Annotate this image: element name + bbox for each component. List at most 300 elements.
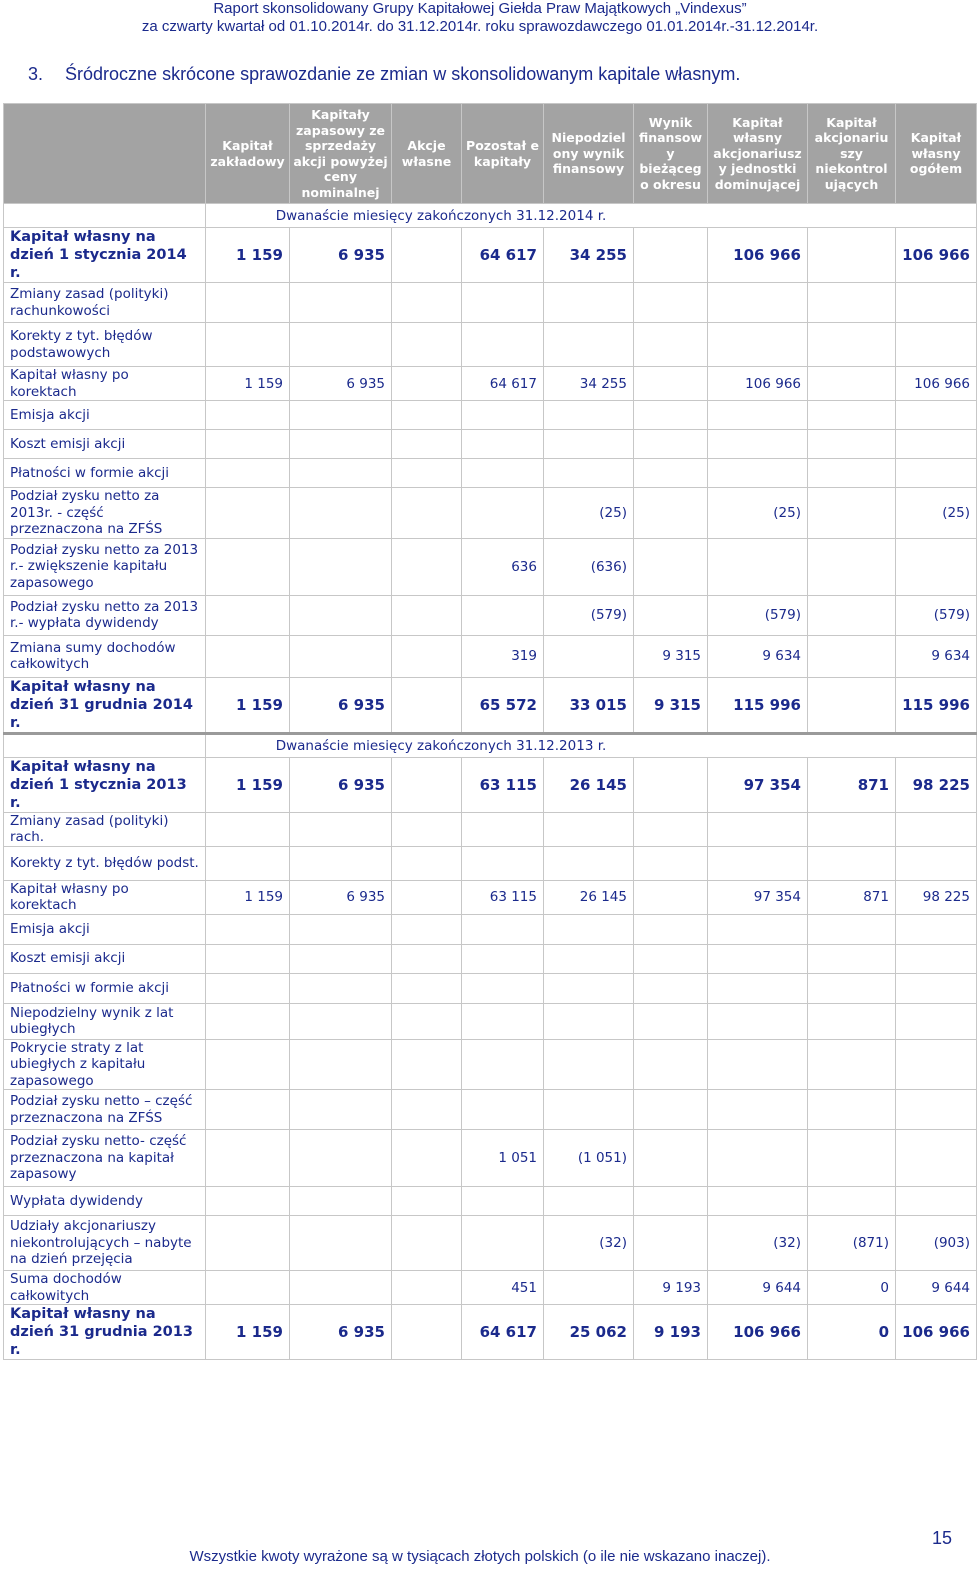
cell-value: 64 617 <box>462 228 544 283</box>
section-title <box>28 64 740 85</box>
cell-value <box>634 488 708 539</box>
table-row <box>4 595 977 635</box>
cell-value: (32) <box>708 1216 808 1271</box>
col-header: Kapitały zapasowy ze sprzedaży akcji powyżej ceny nominalnej <box>290 104 392 204</box>
cell-value <box>206 1271 290 1305</box>
table-row <box>4 914 977 944</box>
cell-value: 1 159 <box>206 757 290 812</box>
row-label: Zmiany zasad (polityki) rachunkowości <box>4 283 206 323</box>
cell-value <box>392 538 462 595</box>
cell-value <box>708 846 808 880</box>
cell-value <box>808 846 896 880</box>
cell-value: 97 354 <box>708 757 808 812</box>
cell-value <box>544 1039 634 1090</box>
cell-value <box>462 846 544 880</box>
cell-value: 9 315 <box>634 635 708 677</box>
report-header <box>0 0 960 36</box>
cell-value: 34 255 <box>544 367 634 401</box>
row-label: Zmiana sumy dochodów całkowitych <box>4 635 206 677</box>
col-header: Akcje własne <box>392 104 462 204</box>
period-label-2014: Dwanaście miesięcy zakończonych 31.12.2014 r. <box>275 207 607 224</box>
cell-value <box>462 973 544 1003</box>
cell-value <box>708 1039 808 1090</box>
row-label: Kapitał własny na dzień 31 grudnia 2014 r. <box>4 677 206 733</box>
cell-value <box>544 1271 634 1305</box>
cell-value <box>462 401 544 430</box>
cell-value <box>290 595 392 635</box>
row-label: Korekty z tyt. błędów podst. <box>4 846 206 880</box>
cell-value <box>462 283 544 323</box>
cell-value <box>896 401 977 430</box>
cell-value <box>896 1003 977 1039</box>
cell-value <box>290 635 392 677</box>
period-2014-body <box>4 204 977 734</box>
row-label: Wypłata dywidendy <box>4 1187 206 1216</box>
cell-value <box>290 1130 392 1187</box>
cell-value <box>290 914 392 944</box>
cell-value <box>896 323 977 367</box>
cell-value: 6 935 <box>290 1305 392 1360</box>
cell-value <box>392 1090 462 1130</box>
cell-value <box>634 1130 708 1187</box>
cell-value <box>896 944 977 973</box>
row-label: Kapitał własny po korektach <box>4 880 206 914</box>
table-row <box>4 538 977 595</box>
cell-value <box>708 401 808 430</box>
cell-value <box>392 367 462 401</box>
cell-value <box>708 323 808 367</box>
cell-value <box>392 1305 462 1360</box>
cell-value: (636) <box>544 538 634 595</box>
period-row-2013 <box>4 733 977 757</box>
table-row <box>4 757 977 812</box>
cell-value <box>634 880 708 914</box>
cell-value: 1 159 <box>206 367 290 401</box>
cell-value: 1 051 <box>462 1130 544 1187</box>
cell-value <box>290 459 392 488</box>
cell-value: 64 617 <box>462 1305 544 1360</box>
cell-value: 871 <box>808 757 896 812</box>
table-row <box>4 944 977 973</box>
cell-value <box>896 283 977 323</box>
report-header-line1: Raport skonsolidowany Grupy Kapitałowej Giełda Praw Majątkowych „Vindexus” <box>213 0 747 17</box>
cell-value <box>634 812 708 846</box>
cell-value: 871 <box>808 880 896 914</box>
cell-value: 9 644 <box>708 1271 808 1305</box>
cell-value <box>634 595 708 635</box>
cell-value <box>392 914 462 944</box>
cell-value <box>634 944 708 973</box>
table-row <box>4 228 977 283</box>
cell-value: 6 935 <box>290 880 392 914</box>
cell-value <box>392 1130 462 1187</box>
table-row <box>4 1130 977 1187</box>
cell-value <box>462 1003 544 1039</box>
cell-value <box>544 846 634 880</box>
cell-value <box>896 973 977 1003</box>
period-row-2014 <box>4 204 977 228</box>
cell-value: 6 935 <box>290 367 392 401</box>
cell-value <box>290 973 392 1003</box>
table-row <box>4 283 977 323</box>
col-header: Pozostał e kapitały <box>462 104 544 204</box>
cell-value <box>708 1090 808 1130</box>
cell-value <box>708 914 808 944</box>
cell-value: 1 159 <box>206 228 290 283</box>
cell-value <box>808 812 896 846</box>
cell-value: 6 935 <box>290 228 392 283</box>
cell-value: (579) <box>544 595 634 635</box>
cell-value <box>206 846 290 880</box>
cell-value <box>392 1271 462 1305</box>
table-row <box>4 1305 977 1360</box>
cell-value <box>206 635 290 677</box>
cell-value: 65 572 <box>462 677 544 733</box>
equity-changes-table <box>3 103 977 1360</box>
cell-value <box>896 1039 977 1090</box>
row-label: Podział zysku netto- część przeznaczona na kapitał zapasowy <box>4 1130 206 1187</box>
cell-value <box>808 1003 896 1039</box>
cell-value <box>392 1187 462 1216</box>
row-label: Kapitał własny na dzień 1 stycznia 2013 r. <box>4 757 206 812</box>
cell-value <box>634 1039 708 1090</box>
cell-value: 98 225 <box>896 757 977 812</box>
cell-value <box>290 488 392 539</box>
cell-value: (579) <box>896 595 977 635</box>
cell-value <box>808 323 896 367</box>
cell-value <box>634 538 708 595</box>
cell-value <box>290 283 392 323</box>
col-header: Kapitał akcjonariu szy niekontrol ujących <box>808 104 896 204</box>
cell-value: 6 935 <box>290 757 392 812</box>
cell-value: 0 <box>808 1305 896 1360</box>
period-label <box>206 733 977 757</box>
cell-value <box>206 812 290 846</box>
row-label: Podział zysku netto – część przeznaczona na ZFŚS <box>4 1090 206 1130</box>
col-header: Niepodziel ony wynik finansowy <box>544 104 634 204</box>
cell-value <box>634 846 708 880</box>
row-label: Koszt emisji akcji <box>4 430 206 459</box>
cell-value <box>206 595 290 635</box>
col-header: Kapitał własny akcjonariusz y jednostki dominującej <box>708 104 808 204</box>
footer-note: Wszystkie kwoty wyrażone są w tysiącach złotych polskich (o ile nie wskazano inaczej). <box>189 1548 771 1565</box>
period-2013-body <box>4 733 977 1360</box>
cell-value <box>896 914 977 944</box>
cell-value <box>392 459 462 488</box>
cell-value <box>808 538 896 595</box>
cell-value: 6 935 <box>290 677 392 733</box>
cell-value: 106 966 <box>896 1305 977 1360</box>
cell-value <box>206 914 290 944</box>
cell-value <box>634 430 708 459</box>
cell-value <box>206 488 290 539</box>
cell-value <box>634 283 708 323</box>
cell-value <box>290 1090 392 1130</box>
table-row <box>4 880 977 914</box>
cell-value: 319 <box>462 635 544 677</box>
cell-value <box>290 812 392 846</box>
cell-value <box>462 595 544 635</box>
table-row <box>4 846 977 880</box>
cell-value <box>392 944 462 973</box>
cell-value <box>206 1003 290 1039</box>
cell-value <box>634 1090 708 1130</box>
cell-value: 9 634 <box>896 635 977 677</box>
cell-value <box>808 973 896 1003</box>
table-row <box>4 1003 977 1039</box>
cell-value: 106 966 <box>896 367 977 401</box>
cell-value <box>544 1090 634 1130</box>
cell-value: (579) <box>708 595 808 635</box>
cell-value <box>896 812 977 846</box>
cell-value: 63 115 <box>462 757 544 812</box>
cell-value: 9 644 <box>896 1271 977 1305</box>
cell-value <box>708 430 808 459</box>
cell-value <box>634 228 708 283</box>
cell-value <box>290 430 392 459</box>
cell-value: 9 193 <box>634 1305 708 1360</box>
cell-value: 106 966 <box>708 1305 808 1360</box>
period-label <box>206 204 977 228</box>
table-row <box>4 1090 977 1130</box>
cell-value <box>708 1130 808 1187</box>
cell-value <box>206 1187 290 1216</box>
cell-value: 115 996 <box>896 677 977 733</box>
page-number: 15 <box>931 1528 952 1548</box>
cell-value <box>896 1187 977 1216</box>
cell-value: 1 159 <box>206 880 290 914</box>
cell-value <box>290 1039 392 1090</box>
cell-value <box>808 430 896 459</box>
cell-value <box>544 812 634 846</box>
cell-value: 97 354 <box>708 880 808 914</box>
cell-value <box>708 973 808 1003</box>
row-label: Podział zysku netto za 2013r. - część przeznaczona na ZFŚS <box>4 488 206 539</box>
row-label: Suma dochodów całkowitych <box>4 1271 206 1305</box>
cell-value <box>634 459 708 488</box>
cell-value: 64 617 <box>462 367 544 401</box>
row-label: Pokrycie straty z lat ubiegłych z kapitału zapasowego <box>4 1039 206 1090</box>
cell-value <box>544 1003 634 1039</box>
cell-value <box>462 944 544 973</box>
cell-value <box>896 1130 977 1187</box>
cell-value <box>206 1130 290 1187</box>
cell-value <box>708 459 808 488</box>
cell-value <box>544 635 634 677</box>
row-label: Płatności w formie akcji <box>4 459 206 488</box>
cell-value <box>462 1187 544 1216</box>
cell-value <box>392 677 462 733</box>
header-corner <box>4 104 206 204</box>
cell-value: 34 255 <box>544 228 634 283</box>
table-row <box>4 812 977 846</box>
cell-value <box>544 1187 634 1216</box>
cell-value <box>808 401 896 430</box>
cell-value <box>808 677 896 733</box>
cell-value <box>708 944 808 973</box>
cell-value <box>392 1216 462 1271</box>
cell-value <box>462 914 544 944</box>
cell-value <box>206 1216 290 1271</box>
cell-value <box>634 1216 708 1271</box>
cell-value: (32) <box>544 1216 634 1271</box>
table-row <box>4 401 977 430</box>
cell-value <box>290 846 392 880</box>
cell-value <box>634 1003 708 1039</box>
cell-value <box>392 812 462 846</box>
cell-value: 1 159 <box>206 1305 290 1360</box>
table-row <box>4 1187 977 1216</box>
cell-value <box>392 973 462 1003</box>
cell-value: 451 <box>462 1271 544 1305</box>
row-label: Podział zysku netto za 2013 r.- zwiększenie kapitału zapasowego <box>4 538 206 595</box>
cell-value <box>206 323 290 367</box>
cell-value <box>896 1090 977 1130</box>
row-label: Niepodzielny wynik z lat ubiegłych <box>4 1003 206 1039</box>
row-label: Płatności w formie akcji <box>4 973 206 1003</box>
cell-value <box>808 1130 896 1187</box>
cell-value <box>708 283 808 323</box>
cell-value <box>808 459 896 488</box>
cell-value <box>808 488 896 539</box>
cell-value <box>206 1039 290 1090</box>
cell-value: (903) <box>896 1216 977 1271</box>
cell-value <box>634 323 708 367</box>
row-label: Podział zysku netto za 2013 r.- wypłata dywidendy <box>4 595 206 635</box>
report-header-line2: za czwarty kwartał od 01.10.2014r. do 31.12.2014r. roku sprawozdawczego 01.01.2014r.-31.12.2014r. <box>141 18 819 35</box>
cell-value <box>392 846 462 880</box>
cell-value: 106 966 <box>896 228 977 283</box>
cell-value: 636 <box>462 538 544 595</box>
cell-value <box>544 973 634 1003</box>
table-row <box>4 973 977 1003</box>
cell-value: 106 966 <box>708 228 808 283</box>
cell-value <box>206 973 290 1003</box>
row-label: Kapitał własny na dzień 1 stycznia 2014 r. <box>4 228 206 283</box>
table-row <box>4 677 977 733</box>
cell-value <box>634 757 708 812</box>
col-header: Kapitał własny ogółem <box>896 104 977 204</box>
cell-value <box>206 944 290 973</box>
cell-value <box>808 228 896 283</box>
table-row <box>4 1039 977 1090</box>
cell-value <box>544 914 634 944</box>
cell-value <box>290 1271 392 1305</box>
cell-value <box>392 595 462 635</box>
cell-value: 1 159 <box>206 677 290 733</box>
cell-value <box>206 459 290 488</box>
cell-value: 9 193 <box>634 1271 708 1305</box>
cell-value <box>206 401 290 430</box>
cell-value: 25 062 <box>544 1305 634 1360</box>
cell-value <box>544 459 634 488</box>
cell-value <box>392 323 462 367</box>
cell-value <box>290 1003 392 1039</box>
cell-value <box>634 367 708 401</box>
cell-value <box>634 914 708 944</box>
cell-value <box>392 401 462 430</box>
row-label: Kapitał własny po korektach <box>4 367 206 401</box>
cell-value: 106 966 <box>708 367 808 401</box>
cell-value <box>392 880 462 914</box>
cell-value <box>392 1039 462 1090</box>
cell-value <box>896 538 977 595</box>
cell-value <box>544 323 634 367</box>
row-label: Korekty z tyt. błędów podstawowych <box>4 323 206 367</box>
cell-value <box>392 1003 462 1039</box>
cell-value <box>462 1039 544 1090</box>
cell-value <box>708 538 808 595</box>
cell-value <box>808 635 896 677</box>
cell-value <box>462 812 544 846</box>
cell-value <box>896 846 977 880</box>
column-header-row <box>4 104 977 204</box>
cell-value <box>634 401 708 430</box>
cell-value <box>392 488 462 539</box>
cell-value <box>392 228 462 283</box>
table-row <box>4 1271 977 1305</box>
cell-value <box>290 944 392 973</box>
cell-value <box>206 538 290 595</box>
cell-value <box>462 1216 544 1271</box>
cell-value <box>544 944 634 973</box>
cell-value <box>290 1187 392 1216</box>
cell-value: 0 <box>808 1271 896 1305</box>
cell-value <box>206 283 290 323</box>
cell-value: (25) <box>544 488 634 539</box>
cell-value <box>808 283 896 323</box>
table-row <box>4 459 977 488</box>
cell-value <box>808 1039 896 1090</box>
col-header: Kapitał zakładowy <box>206 104 290 204</box>
col-header: Wynik finansow y bieżąceg o okresu <box>634 104 708 204</box>
cell-value: (1 051) <box>544 1130 634 1187</box>
table-row <box>4 430 977 459</box>
cell-value <box>808 944 896 973</box>
cell-value <box>808 595 896 635</box>
cell-value <box>896 459 977 488</box>
section-number: 3. <box>28 64 44 84</box>
section-title-text: Śródroczne skrócone sprawozdanie ze zmian w skonsolidowanym kapitale własnym. <box>65 64 741 84</box>
table-row <box>4 1216 977 1271</box>
cell-value <box>808 1090 896 1130</box>
row-label: Kapitał własny na dzień 31 grudnia 2013 r. <box>4 1305 206 1360</box>
cell-value <box>708 1187 808 1216</box>
cell-value: 63 115 <box>462 880 544 914</box>
cell-value <box>392 430 462 459</box>
cell-value: (25) <box>708 488 808 539</box>
cell-value <box>290 538 392 595</box>
cell-value <box>462 459 544 488</box>
cell-value: 9 315 <box>634 677 708 733</box>
cell-value <box>634 973 708 1003</box>
cell-value: (25) <box>896 488 977 539</box>
row-label: Koszt emisji akcji <box>4 944 206 973</box>
cell-value <box>634 1187 708 1216</box>
cell-value: 115 996 <box>708 677 808 733</box>
cell-value <box>896 430 977 459</box>
cell-value <box>808 1187 896 1216</box>
cell-value <box>392 757 462 812</box>
cell-value <box>290 1216 392 1271</box>
row-label: Udziały akcjonariuszy niekontrolujących – nabyte na dzień przejęcia <box>4 1216 206 1271</box>
cell-value <box>462 430 544 459</box>
cell-value: 98 225 <box>896 880 977 914</box>
cell-value: 26 145 <box>544 757 634 812</box>
cell-value <box>808 367 896 401</box>
cell-value: 33 015 <box>544 677 634 733</box>
table-row <box>4 488 977 539</box>
